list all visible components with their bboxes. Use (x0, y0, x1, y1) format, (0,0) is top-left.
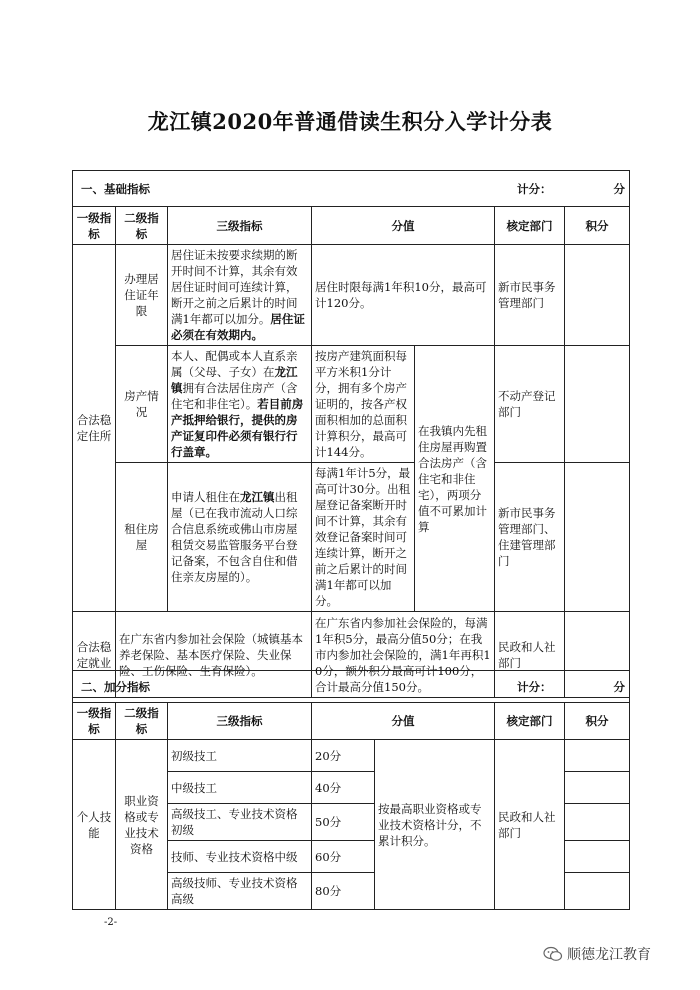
skill-label: 高级技工、专业技术资格初级 (168, 804, 312, 841)
property-dept: 不动产登记部门 (495, 346, 565, 463)
skills-rule: 按最高职业资格或专业技术资格计分，不累计积分。 (375, 740, 495, 910)
skill-score-cell (565, 772, 630, 804)
rent-level3-a: 申请人租住在 (171, 490, 240, 504)
col-level3: 三级指标 (168, 207, 312, 245)
col2-score: 积分 (565, 703, 630, 740)
skill-points: 20分 (312, 740, 375, 772)
skills-dept: 民政和人社部门 (495, 740, 565, 910)
property-score-cell (565, 346, 630, 463)
section1-header (73, 171, 630, 207)
property-level2: 房产情况 (116, 346, 168, 463)
employment-level3: 在广东省内参加社会保险（城镇基本养老保险、基本医疗保险、失业保险、工伤保险、生育保险）。 (116, 612, 312, 698)
employment-value: 在广东省内参加社会保险的，每满1年积5分，最高分值50分；在我市内参加社会保险的，满1年再积10分，额外积分最高可计100分，合计最高分值150分。 (312, 612, 495, 698)
rent-level2: 租住房屋 (116, 463, 168, 612)
footer-watermark (543, 944, 651, 964)
skill-points: 50分 (312, 804, 375, 841)
employment-level1: 合法稳定就业 (73, 612, 116, 698)
property-rent-note: 在我镇内先租住房屋再购置合法房产（含住宅和非住宅），两项分值不可累加计算 (415, 346, 495, 612)
section1-column-header (73, 207, 630, 245)
property-level3-bold: 若目前房产抵押给银行，提供的房产证复印件必须有银行行行盖章。 (171, 397, 304, 459)
section1-unit: 分 (613, 181, 626, 196)
permit-score-cell (565, 245, 630, 346)
property-level3-a: 本人、配偶或本人直系亲属（父母、子女）在 (171, 349, 298, 379)
skill-points: 40分 (312, 772, 375, 804)
skills-level1: 个人技能 (73, 740, 116, 910)
rent-level3-town: 龙江镇 (240, 490, 275, 504)
table-row-permit (73, 245, 630, 346)
col-dept: 核定部门 (495, 207, 565, 245)
permit-level3 (168, 245, 312, 346)
table-row-property (73, 346, 630, 463)
rent-level3-b: 出租屋（已在我市流动人口综合信息系统或佛山市房屋租赁交易监管服务平台登记备案，不包含自住和借住亲友房屋的）。 (171, 490, 298, 584)
skill-score-cell (565, 740, 630, 772)
rent-score-cell (565, 463, 630, 612)
section2-header (73, 671, 630, 703)
skill-score-cell (565, 873, 630, 910)
basic-indicators-table (72, 170, 630, 698)
section2-unit: 分 (613, 679, 626, 694)
skill-label: 中级技工 (168, 772, 312, 804)
bonus-indicators-table (72, 670, 630, 910)
property-level3-b: 拥有合法居住房产（含住宅和非住宅）。 (171, 381, 298, 411)
permit-value: 居住时限每满1年积10分，最高可计120分。 (312, 245, 495, 346)
footer-account-name: 顺德龙江教育 (567, 947, 651, 963)
section2-heading: 二、加分指标 (81, 679, 150, 694)
skill-points: 60分 (312, 841, 375, 873)
property-value: 按房产建筑面积每平方米积1分计分，拥有多个房产证明的，按各产权面积相加的总面积计算积分，最高可计144分。 (312, 346, 415, 463)
skill-score-cell (565, 804, 630, 841)
group-residence: 合法稳定住所 (73, 245, 116, 612)
permit-level2: 办理居住证年限 (116, 245, 168, 346)
wechat-icon (543, 946, 563, 962)
col2-level2: 二级指标 (116, 703, 168, 740)
skill-label: 初级技工 (168, 740, 312, 772)
section2-column-header (73, 703, 630, 740)
table-row (73, 740, 630, 772)
col-level1: 一级指标 (73, 207, 116, 245)
property-level3 (168, 346, 312, 463)
page-number: -2- (104, 917, 118, 928)
col-score: 积分 (565, 207, 630, 245)
skill-score-cell (565, 841, 630, 873)
permit-dept: 新市民事务管理部门 (495, 245, 565, 346)
col2-level1: 一级指标 (73, 703, 116, 740)
section1-heading: 一、基础指标 (81, 181, 150, 196)
employment-dept: 民政和人社部门 (495, 612, 565, 698)
col-level2: 二级指标 (116, 207, 168, 245)
permit-level3-bold: 居住证必须在有效期内。 (171, 312, 305, 342)
property-level3-town: 龙江镇 (171, 365, 298, 395)
rent-level3 (168, 463, 312, 612)
col2-level3: 三级指标 (168, 703, 312, 740)
permit-level3-text: 居住证未按要求续期的断开时间不计算，其余有效居住证时间可连续计算，断开之前之后累计的时间满1年都可以加分。 (171, 248, 298, 326)
col2-value: 分值 (312, 703, 495, 740)
table-row-rent (73, 463, 630, 612)
rent-value: 每满1年计5分，最高可计30分。出租屋登记备案断开时间不计算，其余有效登记备案时间可连续计算，断开之前之后累计的时间满1年都可以加分。 (312, 463, 415, 612)
col2-dept: 核定部门 (495, 703, 565, 740)
page-title: 龙江镇2020年普通借读生积分入学计分表 (147, 109, 553, 134)
section1-score-label: 计分： (517, 181, 552, 196)
section2-score-label: 计分： (517, 679, 552, 694)
skill-label: 高级技师、专业技术资格高级 (168, 873, 312, 910)
skill-points: 80分 (312, 873, 375, 910)
skill-label: 技师、专业技术资格中级 (168, 841, 312, 873)
col-value: 分值 (312, 207, 495, 245)
skills-level2: 职业资格或专业技术资格 (116, 740, 168, 910)
rent-dept: 新市民事务管理部门、住建管理部门 (495, 463, 565, 612)
